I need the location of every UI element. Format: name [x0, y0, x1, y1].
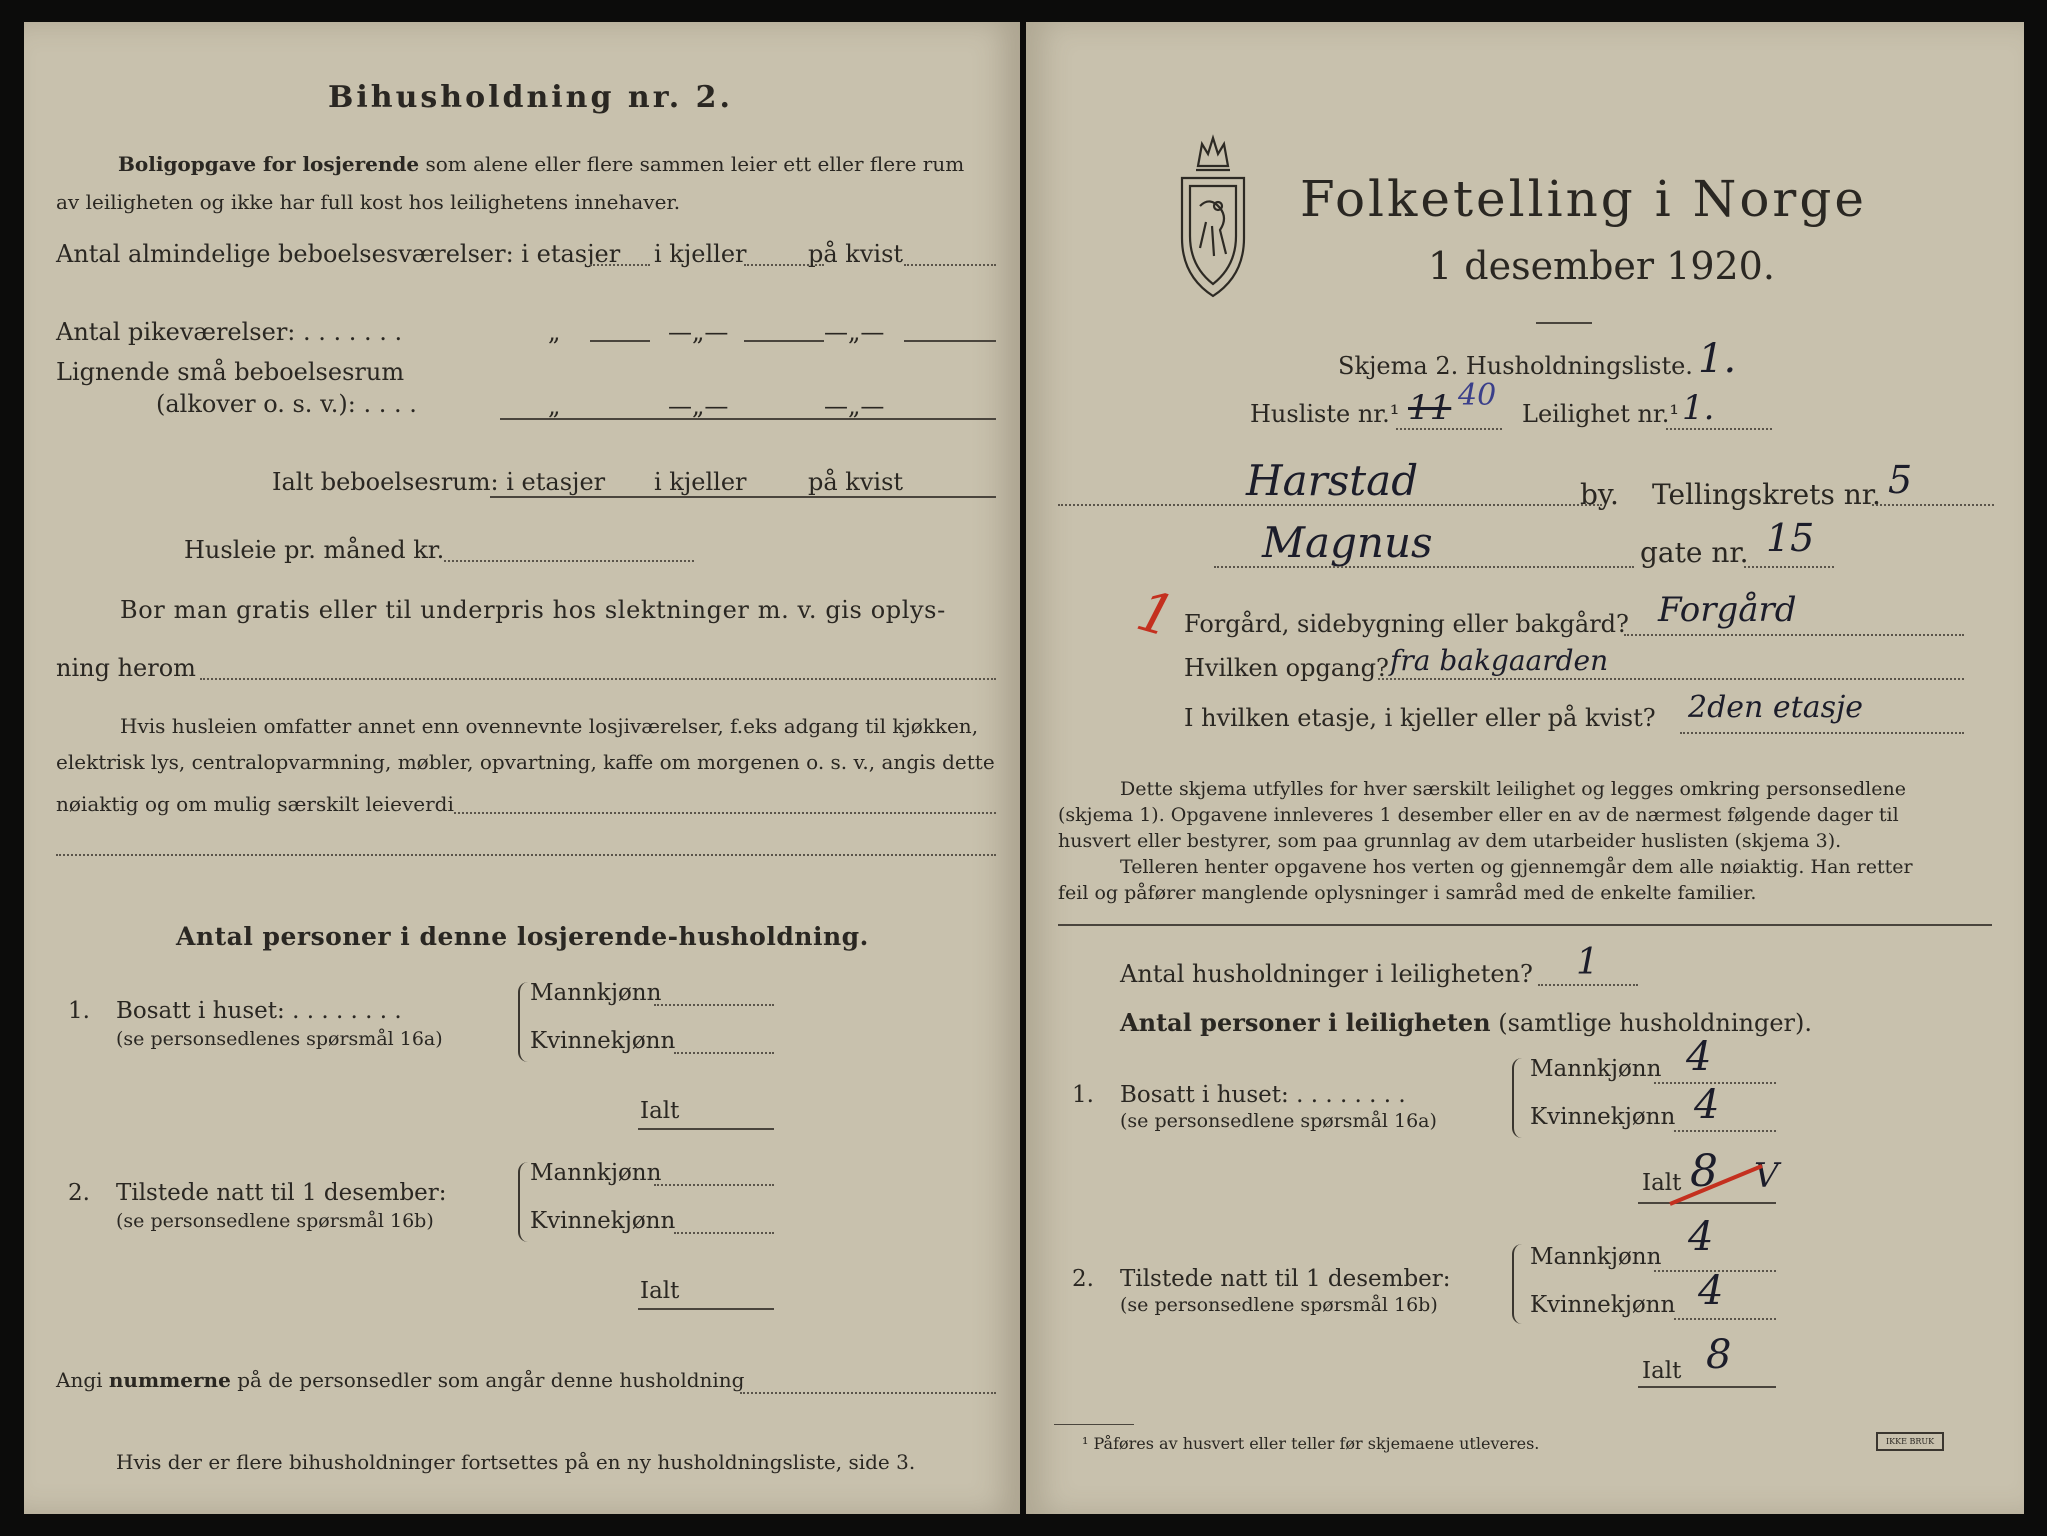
small-ditto-1: „: [548, 392, 561, 420]
right-q1-kvinne-value[interactable]: 4: [1694, 1082, 1720, 1128]
hush-label: Antal husholdninger i leiligheten?: [1120, 960, 1533, 988]
instructions-line-2: (skjema 1). Opgavene innleveres 1 desember eller en av de nærmest følgende dager til: [1058, 804, 1899, 826]
right-q1-num: 1.: [1072, 1082, 1094, 1108]
right-page: [1026, 22, 2024, 1514]
pike-field-3[interactable]: [904, 340, 996, 342]
pike-field-2[interactable]: [744, 340, 824, 342]
intro-rest: som alene eller flere sammen leier ett eller flere rum: [425, 152, 965, 176]
left-q2-num: 2.: [68, 1180, 90, 1206]
left-q1-kvinne-label: Kvinnekjønn: [530, 1028, 676, 1054]
right-q1-check: V: [1754, 1156, 1779, 1196]
street-value[interactable]: Magnus: [1262, 518, 1433, 567]
right-q2-kvinne-field: [1674, 1318, 1776, 1320]
skjema-label: Skjema 2. Husholdningsliste.: [1338, 352, 1693, 380]
tellingskrets-label: Tellingskrets nr.: [1652, 478, 1881, 511]
tellingskrets-value[interactable]: 5: [1888, 458, 1913, 502]
husliste-label: Husliste nr.¹: [1250, 400, 1400, 428]
left-q1-mann-label: Mannkjønn: [530, 980, 662, 1006]
small-ditto-3: —„—: [824, 392, 885, 420]
instructions-line-4: Telleren henter opgavene hos verten og gjennemgår dem alle nøiaktig. Han retter: [1120, 856, 1913, 878]
title-divider: [1536, 322, 1592, 324]
husliste-value[interactable]: 40: [1458, 378, 1497, 413]
instructions-line-5: feil og påfører manglende oplysninger i samråd med de enkelte familier.: [1058, 882, 1757, 904]
left-title: Bihusholdning nr. 2.: [328, 80, 733, 115]
right-q1-kvinne-field: [1674, 1130, 1776, 1132]
rooms-etasjer-field[interactable]: [590, 264, 650, 266]
ialt-kvist-label: på kvist: [808, 468, 904, 496]
left-q1-kvinne-field[interactable]: [674, 1052, 774, 1054]
angi-field[interactable]: [740, 1392, 996, 1394]
ialt-rooms-field[interactable]: [490, 496, 996, 498]
husleie-info-1: Hvis husleien omfatter annet enn ovennevnte losjiværelser, f.eks adgang til kjøkken,: [120, 714, 979, 738]
husliste-struck-value: 11: [1408, 388, 1452, 428]
left-q2-ialt-label: Ialt: [640, 1278, 680, 1304]
street-field: [1214, 566, 1634, 568]
red-pencil-stroke: [1666, 1160, 1766, 1210]
right-q2-mann-value[interactable]: 4: [1688, 1214, 1714, 1260]
right-q1-sub: (se personsedlene spørsmål 16a): [1120, 1110, 1437, 1132]
right-title: Folketelling i Norge: [1300, 170, 1867, 228]
right-q2-ialt-field: [1638, 1386, 1776, 1388]
pike-label: Antal pikeværelser: . . . . . . .: [56, 318, 403, 346]
ialt-kjeller-label: i kjeller: [654, 468, 747, 496]
left-q1-ialt-field[interactable]: [638, 1128, 774, 1130]
left-persons-heading: Antal personer i denne losjerende-husholdning.: [176, 922, 869, 951]
gate-label: gate nr.: [1640, 536, 1749, 569]
right-persons-heading: [1120, 1008, 1812, 1037]
opgang-field: [1378, 678, 1964, 680]
left-q2-mann-field[interactable]: [654, 1184, 774, 1186]
printer-stamp: IKKE BRUK: [1876, 1432, 1944, 1451]
left-q2-mann-label: Mannkjønn: [530, 1160, 662, 1186]
left-q1-mann-field[interactable]: [654, 1004, 774, 1006]
etasje-label: I hvilken etasje, i kjeller eller på kvist?: [1184, 704, 1656, 732]
forgaard-value[interactable]: Forgård: [1658, 590, 1797, 630]
husleie-label: Husleie pr. måned kr.: [184, 536, 445, 564]
left-q1-label: Bosatt i huset: . . . . . . . .: [116, 998, 402, 1024]
hush-field: [1538, 984, 1638, 986]
right-date: 1 desember 1920.: [1428, 244, 1775, 288]
rooms-kvist-field[interactable]: [904, 264, 996, 266]
right-q1-kvinne-label: Kvinnekjønn: [1530, 1104, 1676, 1130]
right-q2-sub: (se personsedlene spørsmål 16b): [1120, 1294, 1438, 1316]
left-q1-num: 1.: [68, 998, 90, 1024]
instructions-line-1: Dette skjema utfylles for hver særskilt leilighet og legges omkring personsedlene: [1120, 778, 1906, 800]
left-q2-label: Tilstede natt til 1 desember:: [116, 1180, 447, 1206]
husleie-field[interactable]: [444, 560, 694, 562]
gate-value[interactable]: 15: [1766, 516, 1815, 560]
etasje-value[interactable]: 2den etasje: [1688, 690, 1864, 725]
right-q1-mann-label: Mannkjønn: [1530, 1056, 1662, 1082]
right-q1-brace: [1512, 1058, 1522, 1138]
left-q2-kvinne-label: Kvinnekjønn: [530, 1208, 676, 1234]
right-q1-label: Bosatt i huset: . . . . . . . .: [1120, 1082, 1406, 1108]
left-q1-brace: [518, 982, 528, 1062]
pike-ditto-2: —„—: [668, 318, 729, 346]
right-q2-ialt-label: Ialt: [1642, 1358, 1682, 1384]
etasje-field: [1680, 732, 1964, 734]
pike-ditto-1: „: [548, 318, 561, 346]
small-rooms-label-2: (alkover o. s. v.): . . . .: [156, 390, 417, 418]
husliste-field: [1396, 428, 1502, 430]
left-q2-sub: (se personsedlene spørsmål 16b): [116, 1210, 434, 1232]
leilighet-label: Leilighet nr.¹: [1522, 400, 1680, 428]
pike-field-1[interactable]: [590, 340, 650, 342]
intro-line-1: [118, 152, 964, 176]
gratis-line-1: Bor man gratis eller til underpris hos slektninger m. v. gis oplys-: [120, 596, 946, 624]
red-check-mark: 1: [1129, 578, 1182, 651]
footnote: ¹ Påføres av husvert eller teller før skjemaene utleveres.: [1082, 1434, 1540, 1453]
right-q2-kvinne-value[interactable]: 4: [1698, 1268, 1724, 1314]
right-q1-ialt-label: Ialt: [1642, 1170, 1682, 1196]
right-q2-mann-label: Mannkjønn: [1530, 1244, 1662, 1270]
by-label: by.: [1580, 478, 1619, 511]
husleie-info-3: nøiaktig og om mulig særskilt leieverdi: [56, 792, 454, 816]
right-q2-num: 2.: [1072, 1266, 1094, 1292]
gate-field: [1744, 566, 1834, 568]
left-q2-ialt-field[interactable]: [638, 1308, 774, 1310]
right-q2-ialt-value[interactable]: 8: [1706, 1332, 1732, 1378]
right-q2-brace: [1512, 1244, 1522, 1324]
angi-rest: på de personsedler som angår denne husholdning: [237, 1368, 745, 1392]
city-value[interactable]: Harstad: [1246, 456, 1419, 505]
left-q1-ialt-label: Ialt: [640, 1098, 680, 1124]
small-field-1[interactable]: [500, 418, 996, 420]
leilighet-field: [1666, 428, 1772, 430]
instructions-line-3: husvert eller bestyrer, som paa grunnlag av dem utarbeider huslisten (skjema 3).: [1058, 830, 1842, 852]
right-q1-mann-value[interactable]: 4: [1686, 1034, 1712, 1080]
husleie-info-2: elektrisk lys, centralopvarmning, møbler, opvartning, kaffe om morgenen o. s. v., angis dette: [56, 750, 995, 774]
right-q2-kvinne-label: Kvinnekjønn: [1530, 1292, 1676, 1318]
leieverdi-field[interactable]: [454, 812, 996, 814]
forgaard-field: [1624, 634, 1964, 636]
left-q1-sub: (se personsedlenes spørsmål 16a): [116, 1028, 443, 1050]
left-q2-brace: [518, 1162, 528, 1242]
leilighet-value[interactable]: 1.: [1682, 388, 1715, 428]
right-q1-ialt-value[interactable]: 8: [1690, 1146, 1718, 1197]
intro-line-2: av leiligheten og ikke har full kost hos leilighetens innehaver.: [56, 190, 681, 214]
city-field: [1058, 504, 1602, 506]
small-rooms-label-1: Lignende små beboelsesrum: [56, 358, 405, 386]
instructions-divider: [1058, 924, 1992, 926]
ialt-rooms-label: Ialt beboelsesrum: i etasjer: [272, 468, 606, 496]
gratis-line-2: ning herom: [56, 654, 196, 682]
right-persons-bold: Antal personer i leiligheten: [1120, 1008, 1491, 1037]
rooms-kvist-label: på kvist: [808, 240, 904, 268]
pike-ditto-3: —„—: [824, 318, 885, 346]
left-q2-kvinne-field[interactable]: [674, 1232, 774, 1234]
opgang-label: Hvilken opgang?: [1184, 654, 1389, 682]
forgaard-label: Forgård, sidebygning eller bakgård?: [1184, 610, 1629, 638]
norway-coat-of-arms-icon: [1176, 126, 1250, 298]
tellingskrets-field: [1872, 504, 1994, 506]
intro-bold: Boligopgave for losjerende: [118, 152, 420, 176]
left-page: [24, 22, 1020, 1514]
footnote-divider: [1054, 1424, 1134, 1425]
opgang-value[interactable]: fra bakgaarden: [1390, 644, 1609, 677]
right-persons-rest: (samtlige husholdninger).: [1498, 1009, 1813, 1037]
rooms-label: Antal almindelige beboelsesværelser: i etasjer: [56, 240, 621, 268]
small-ditto-2: —„—: [668, 392, 729, 420]
angi-line: [56, 1368, 744, 1392]
rooms-kjeller-label: i kjeller: [654, 240, 747, 268]
skjema-value[interactable]: 1.: [1698, 336, 1737, 382]
angi-word: Angi: [56, 1368, 103, 1392]
angi-bold: nummerne: [108, 1368, 231, 1392]
left-footer: Hvis der er flere bihusholdninger fortsettes på en ny husholdningsliste, side 3.: [116, 1450, 916, 1474]
hush-value[interactable]: 1: [1576, 942, 1599, 983]
right-q2-label: Tilstede natt til 1 desember:: [1120, 1266, 1451, 1292]
gratis-field[interactable]: [200, 678, 996, 680]
leieverdi-field-2[interactable]: [56, 854, 996, 856]
